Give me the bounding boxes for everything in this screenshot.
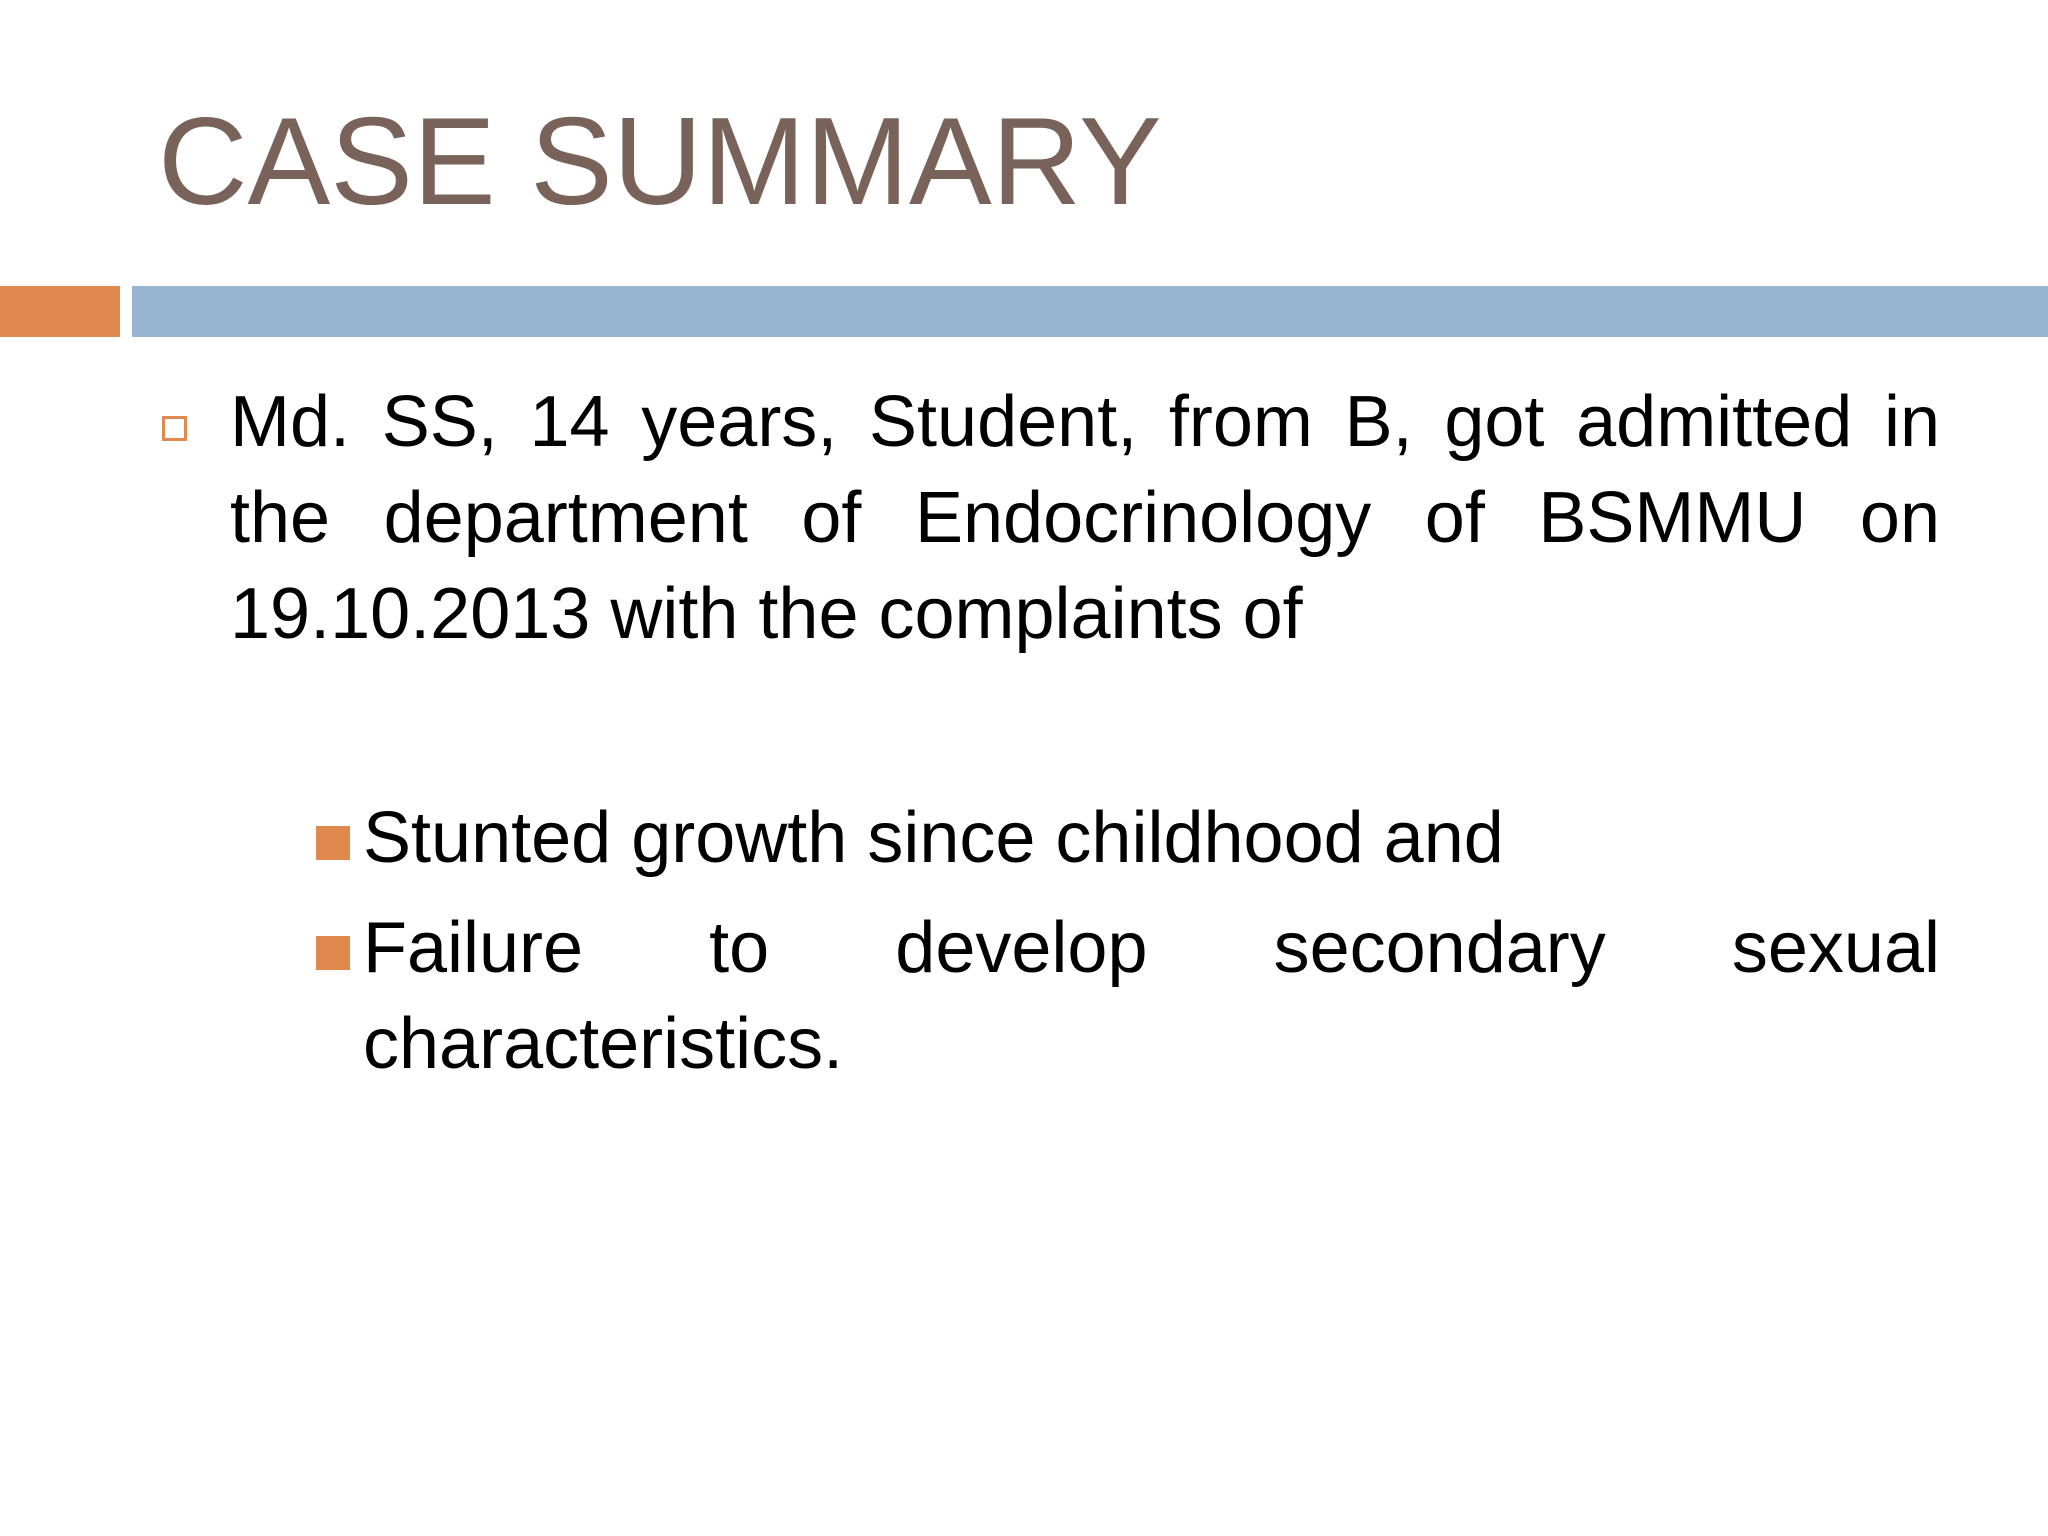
list-item bbox=[363, 900, 1940, 1092]
case-paragraph-text: Md. SS, 14 years, Student, from B, got admitted in the department of Endocrinology of BSMMU on 19.10.2013 with the complaints of bbox=[230, 382, 1940, 654]
list-item-text: Failure to develop secondary sexual characteristics. bbox=[363, 908, 1940, 1084]
list-item bbox=[363, 790, 1940, 886]
body-text-block bbox=[230, 374, 1940, 662]
case-paragraph bbox=[230, 374, 1940, 662]
filled-square-icon bbox=[316, 936, 350, 970]
slide-title: CASE SUMMARY bbox=[158, 93, 1162, 231]
list-item-text: Stunted growth since childhood and bbox=[363, 798, 1504, 878]
divider-bar bbox=[132, 286, 2048, 337]
filled-square-icon bbox=[316, 826, 350, 860]
accent-bar bbox=[0, 286, 120, 337]
hollow-square-icon bbox=[162, 416, 187, 441]
complaints-list bbox=[363, 790, 1940, 1106]
